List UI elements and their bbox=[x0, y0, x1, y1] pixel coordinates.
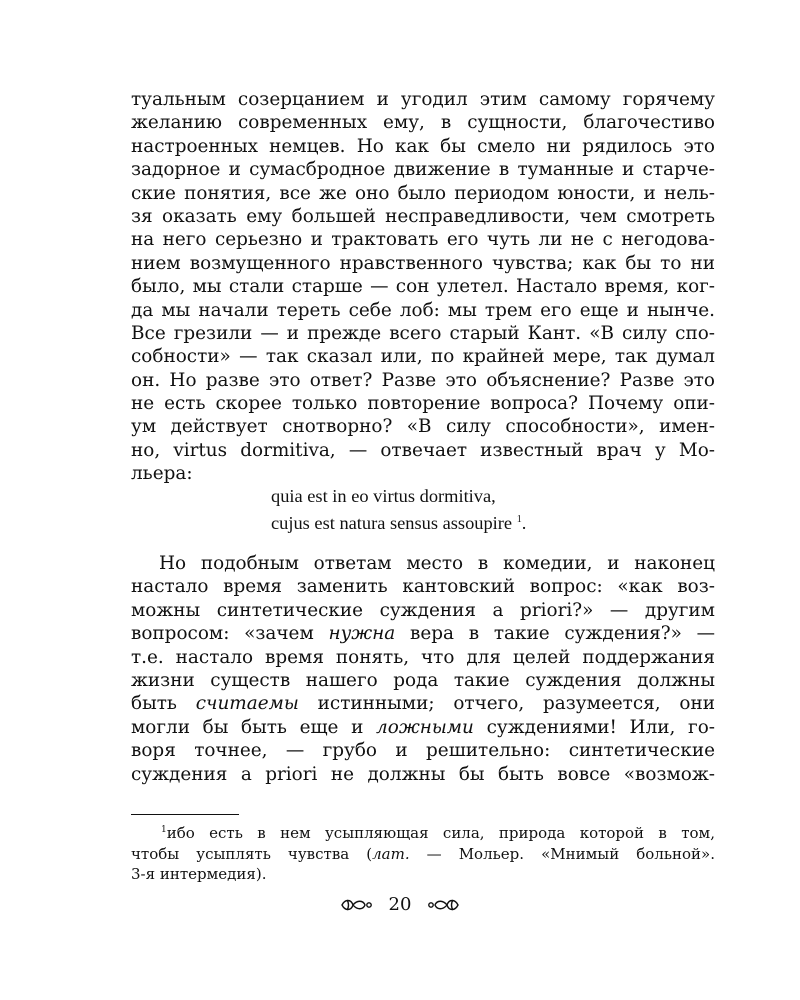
text-run: могли бы быть еще и bbox=[131, 716, 377, 738]
text-line: но, virtus dormitiva, — отвечает известный врач у Мо- bbox=[131, 439, 715, 461]
footnote-line bbox=[131, 820, 715, 844]
text-run: чтобы усыплять чувства ( bbox=[131, 844, 373, 863]
paragraph-1 bbox=[131, 88, 715, 486]
text-line: ские понятия, все же оно было периодом юности, и нель- bbox=[131, 182, 715, 204]
text-line: суждения a priori не должны бы быть вовсе «возмож- bbox=[131, 763, 715, 785]
paragraph-2 bbox=[131, 552, 715, 786]
text-line: зя оказать ему большей несправедливости, чем смотреть bbox=[131, 205, 715, 227]
footnote-line: 3-я интермедия). bbox=[131, 865, 267, 883]
italic-emphasis: ложными bbox=[376, 716, 474, 738]
text-line: задорное и сумасбродное движение в туманные и старче- bbox=[131, 159, 715, 181]
text-line: льера: bbox=[131, 463, 193, 485]
italic-emphasis: лат. bbox=[372, 844, 410, 863]
text-run: вопросом: «зачем bbox=[131, 623, 329, 645]
text-run: суждениями! Или, го- bbox=[473, 716, 715, 738]
text-run: вера в такие суждения?» — bbox=[395, 623, 715, 645]
quote-line: quia est in eo virtus dormitiva, bbox=[271, 486, 496, 506]
text-line: нием возмущенного нравственного чувства; как бы то ни bbox=[131, 252, 715, 274]
text-line: воря точнее, — грубо и решительно: синтетические bbox=[131, 740, 715, 762]
text-line: Все грезили — и прежде всего старый Кант. «В силу спо- bbox=[131, 322, 715, 344]
italic-emphasis: считаемы bbox=[195, 693, 299, 715]
text-run: ибо есть в нем усыпляющая сила, природа которой в том, bbox=[166, 824, 715, 842]
italic-emphasis: нужна bbox=[328, 623, 396, 645]
text-line: туальным созерцанием и угодил этим самому горячему bbox=[131, 89, 715, 110]
text-run: — Мольер. «Мнимый больной». bbox=[409, 844, 715, 863]
text-line: настало время заменить кантовский вопрос: «как воз- bbox=[131, 576, 715, 598]
text-line: на него серьезно и трактовать его чуть ли не с негодова- bbox=[131, 229, 715, 251]
ornament-right-icon bbox=[427, 897, 461, 913]
footnote-mark: 1 bbox=[161, 825, 167, 835]
page-footer bbox=[0, 893, 800, 917]
text-line: можны синтетические суждения a priori?» — другим bbox=[131, 599, 715, 621]
footnote-reference: 1 bbox=[516, 514, 522, 525]
text-line: т.е. настало время понять, что для целей поддержания bbox=[131, 646, 715, 668]
text-line bbox=[131, 692, 715, 715]
text-line bbox=[131, 716, 715, 739]
footnote-line bbox=[131, 844, 715, 865]
footnote-divider bbox=[131, 814, 239, 815]
text-line: собности» — так сказал или, по крайней мере, так думал bbox=[131, 346, 715, 368]
text-line: настроенных немцев. Но как бы смело ни рядилось это bbox=[131, 135, 715, 157]
text-line: да мы начали тереть себе лоб: мы трем его еще и нынче. bbox=[131, 299, 715, 321]
text-line: жизни существ нашего рода такие суждения должны bbox=[131, 669, 715, 691]
text-line: желанию современных ему, в сущности, благочестиво bbox=[131, 112, 715, 134]
latin-quote bbox=[271, 484, 526, 535]
text-line: Но подобным ответам место в комедии, и наконец bbox=[159, 553, 715, 574]
text-line: он. Но разве это ответ? Разве это объяснение? Разве это bbox=[131, 369, 715, 391]
ornament-left-icon bbox=[339, 897, 373, 913]
text-line: ум действует снотворно? «В силу способности», имен- bbox=[131, 416, 715, 438]
text-run: истинными; отчего, разумеется, они bbox=[298, 693, 715, 715]
text-line: было, мы стали старше — сон улетел. Настало время, ког- bbox=[131, 276, 715, 298]
footnote bbox=[131, 820, 715, 885]
text-run: быть bbox=[131, 693, 196, 715]
quote-period: . bbox=[521, 513, 527, 533]
text-line: не есть скорее только повторение вопроса? Почему опи- bbox=[131, 393, 715, 415]
quote-line bbox=[271, 508, 526, 535]
page-number: 20 bbox=[388, 894, 412, 915]
text-line bbox=[131, 622, 715, 645]
quote-text: cujus est natura sensus assoupire bbox=[271, 513, 513, 533]
